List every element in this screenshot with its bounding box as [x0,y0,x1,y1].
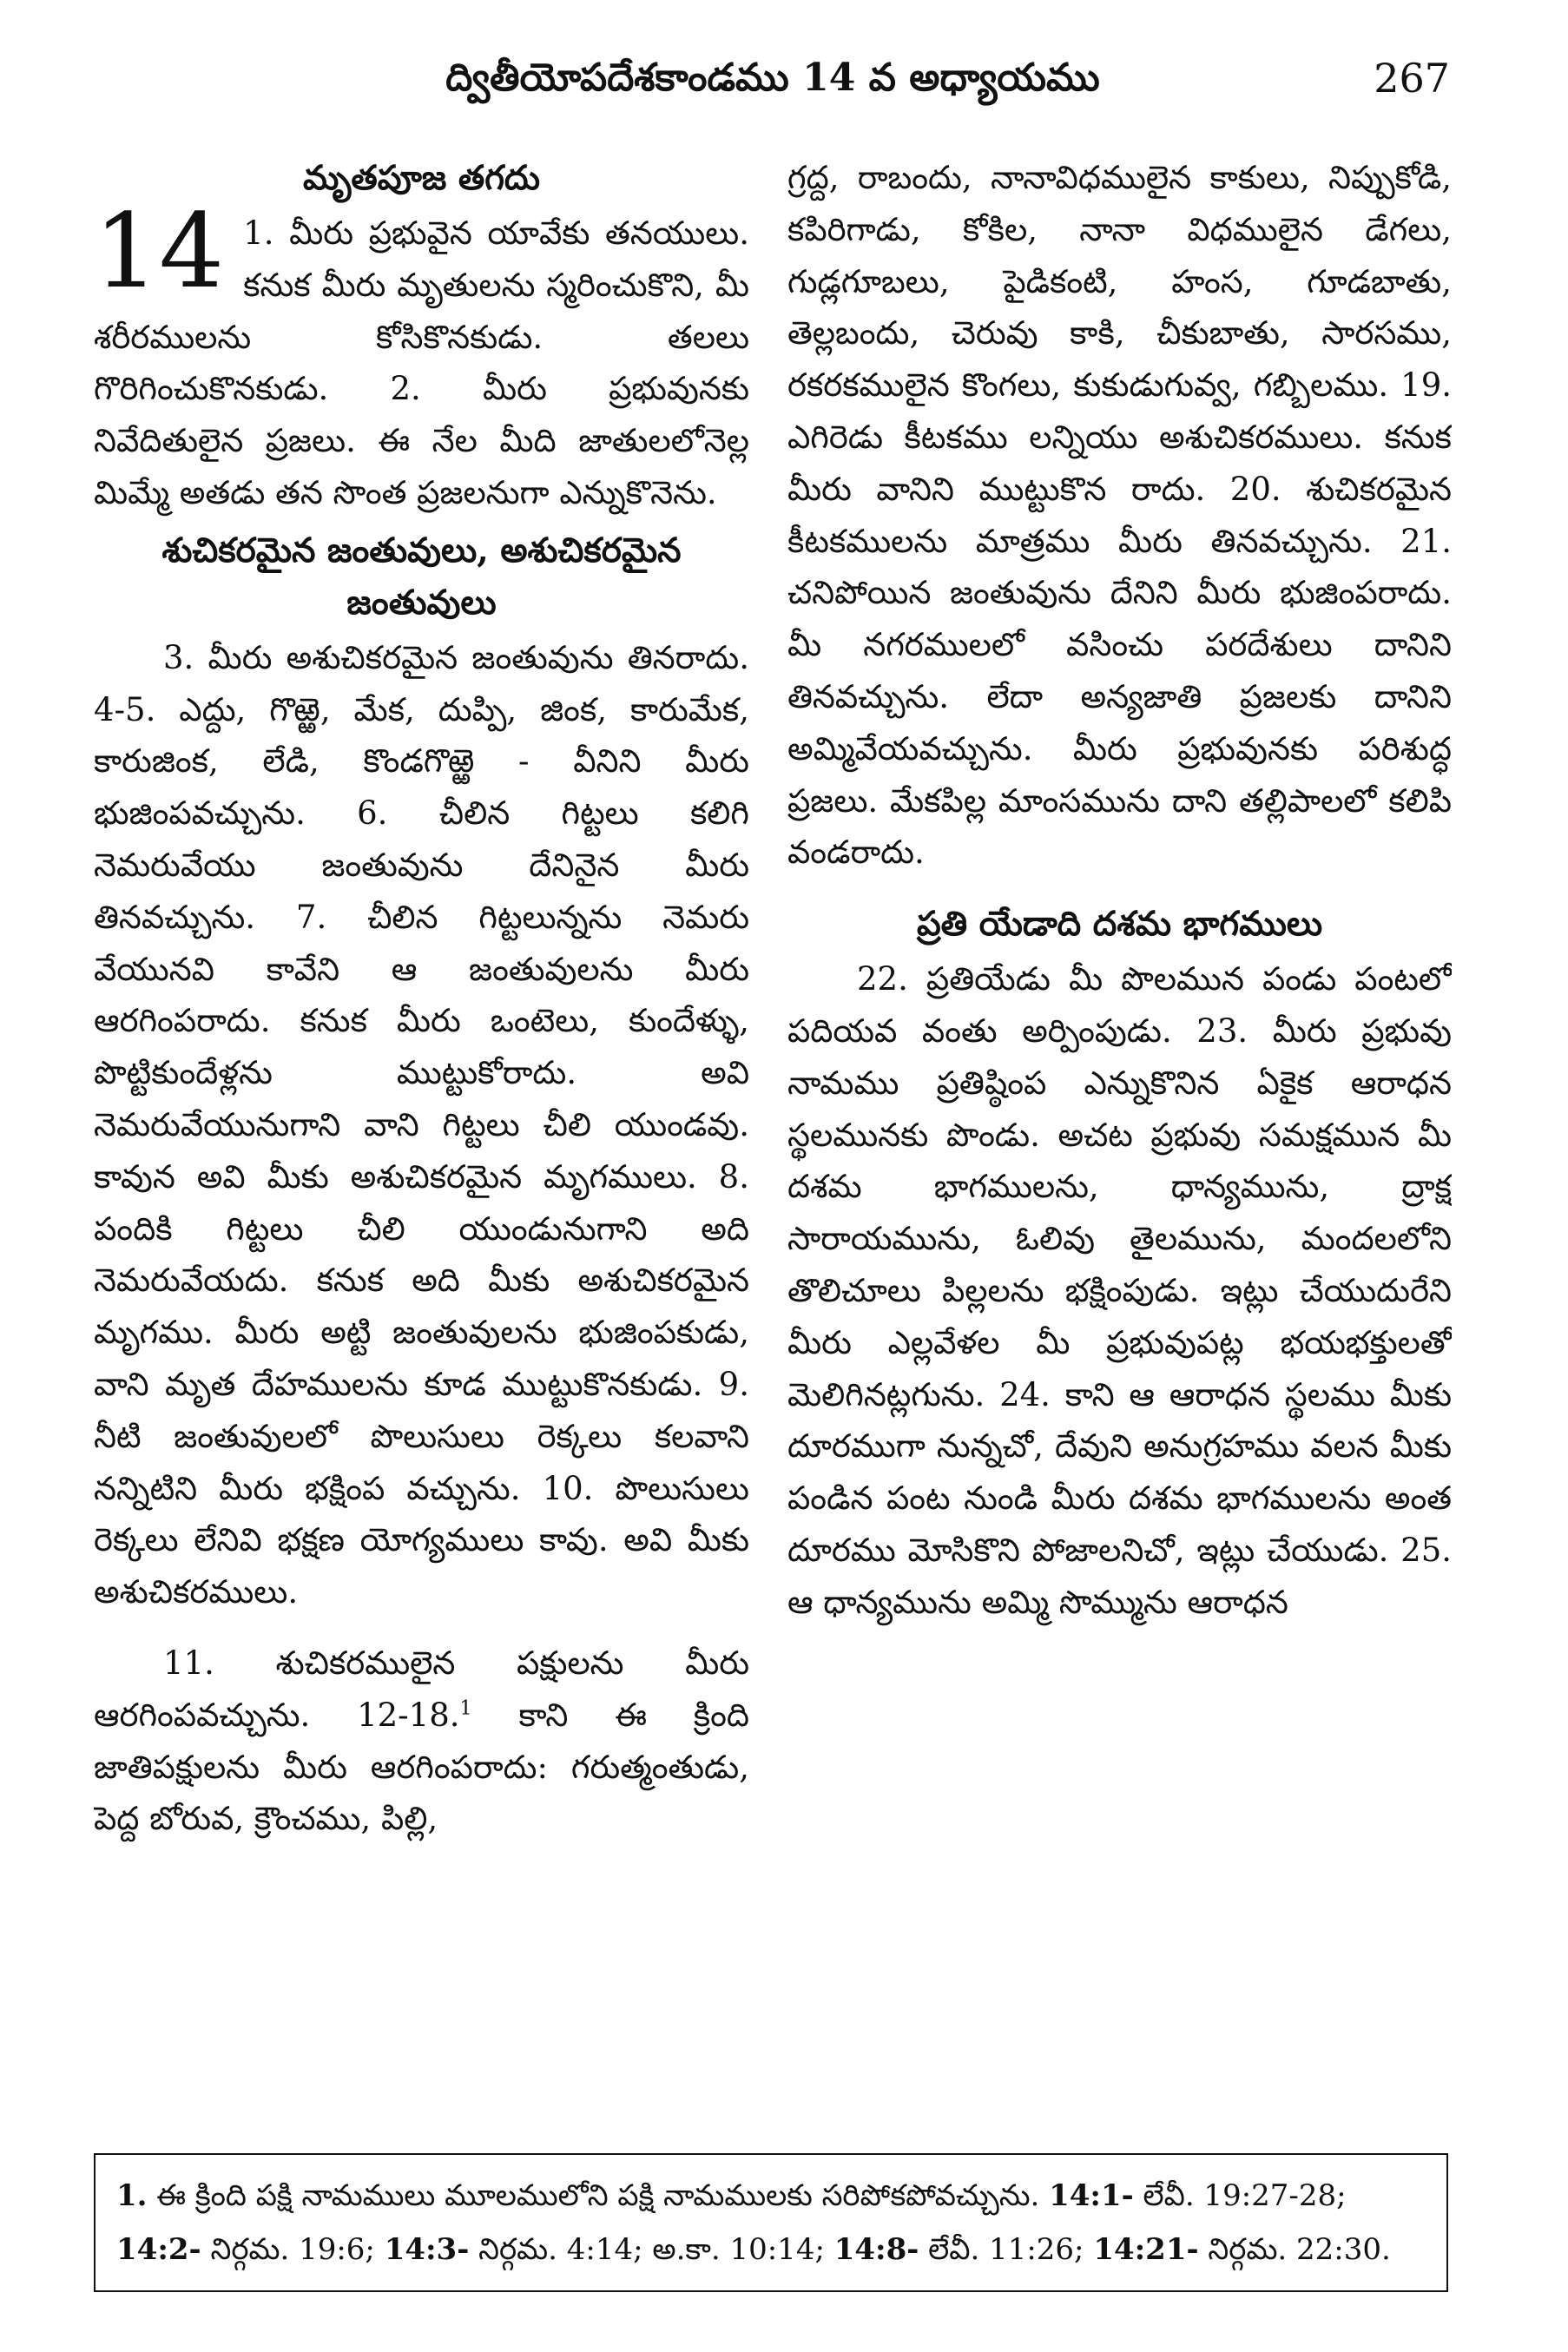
book-chapter-title: ద్వితీయోపదేశకాండము 14 వ అధ్యాయము [445,56,1100,100]
paragraph-verses-1-2 [94,191,749,519]
section-heading-tithes: ప్రతి యేడాది దశమ భాగములు [916,904,1323,945]
left-column [94,152,749,2105]
verses-11-12-text: 11. శుచికరములైన పక్షులను మీరు ఆరగింపవచ్చును. 12-18. [94,1644,749,1734]
cross-ref-label: 14:8- [833,2232,919,2267]
chapter-number: 14 [94,191,225,311]
cross-ref-text: నిర్గమ. 19:6; [201,2232,385,2267]
footnote-box [94,2153,1448,2292]
cross-ref-label: 14:1- [1049,2178,1134,2213]
paragraph-verses-11-18 [94,1637,749,1845]
section-heading-mourning: మృతపూజ తగదు [303,158,540,198]
page-number: 267 [1374,55,1450,102]
paragraph-verses-18-21: గ్రద్ద, రాబందు, నానావిధములైన కాకులు, నిప్పుకోడి, కపిరిగాడు, కోకిల, నానా విధములైన డేగలు, గుడ్లగూబలు, పైడికంటి, హంస, గూడబాతు, తెల్లబందు, చెరువు కాకి, చీకుబాతు, సారసము, రకరకములైన కొంగలు, కుకుడుగువ్వ, గబ్బిలము. 19. ఎగిరెడు కీటకము లన్నియు అశుచికరములు. కనుక మీరు వానిని ముట్టుకొన రాదు. 20. శుచికరమైన కీటకములను మాత్రము మీరు తినవచ్చును. 21. చనిపోయిన జంతువును దేనిని మీరు భుజింపరాదు. మీ నగరములలో వసించు పరదేశులు దానిని తినవచ్చును. లేదా అన్యజాతి ప్రజలకు దానిని అమ్మివేయవచ్చును. మీరు ప్రభువునకు పరిశుద్ధ ప్రజలు. మేకపిల్ల మాంసమును దాని తల్లిపాలలో కలిపి వండరాదు. [787,159,1452,872]
cross-ref-label: 14:2- [116,2232,201,2267]
verses-1-2-text: 1. మీరు ప్రభువైన యావేకు తనయులు. కనుక మీరు మృతులను స్మరించుకొని, మీ శరీరములను కోసికొనకుడు. తలలు గొరిగించుకొనకుడు. 2. మీరు ప్రభువునకు నివేదితులైన ప్రజలు. ఈ నేల మీది జాతులలోనెల్ల మిమ్మే అతడు తన సొంత ప్రజలనుగా ఎన్నుకొనెను. [94,214,749,511]
cross-ref-label: 14:21- [1093,2232,1199,2267]
paragraph-verses-22-25: 22. ప్రతియేడు మీ పొలమున పండు పంటలో పదియవ వంతు అర్పింపుడు. 23. మీరు ప్రభువు నామము ప్రతిష్ఠింప ఎన్నుకొనిన ఏకైక ఆరాధన స్థలమునకు పొండు. అచట ప్రభువు సమక్షమున మీ దశమ భాగములను, ధాన్యమును, ద్రాక్ష సారాయమును, ఓలివు తైలమును, మందలలోని తొలిచూలు పిల్లలను భక్షింపుడు. ఇట్లు చేయుదురేని మీరు ఎల్లవేళల మీ ప్రభువుపట్ల భయభక్తులతో మెలిగినట్లగును. 24. కాని ఆ ఆరాధన స్థలము మీకు దూరముగా నున్నచో, దేవుని అనుగ్రహము వలన మీకు పండిన పంట నుండి మీరు దశమ భాగములను అంత దూరము మోసికొని పోజాలనిచో, ఇట్లు చేయుడు. 25. ఆ ధాన్యమును అమ్మి సొమ్మును ఆరాధన [787,960,1452,1621]
paragraph-verses-3-10: 3. మీరు అశుచికరమైన జంతువును తినరాదు. 4-5. ఎద్దు, గొఱ్ఱె, మేక, దుప్పి, జింక, కారుమేక, కారుజింక, లేడి, కొండగొఱ్ఱె - వీనిని మీరు భుజింపవచ్చును. 6. చీలిన గిట్టలు కలిగి నెమరువేయు జంతువును దేనినైన మీరు తినవచ్చును. 7. చీలిన గిట్టలున్నను నెమరు వేయునవి కావేని ఆ జంతువులను మీరు ఆరగింపరాదు. కనుక మీరు ఒంటెలు, కుందేళ్ళు, పొట్టికుందేళ్లను ముట్టుకోరాదు. అవి నెమరువేయునుగాని వాని గిట్టలు చీలి యుండవు. కావున అవి మీకు అశుచికరమైన మృగములు. 8. పందికి గిట్టలు చీలి యుండునుగాని అది నెమరువేయదు. కనుక అది మీకు అశుచికరమైన మృగము. మీరు అట్టి జంతువులను భుజింపకుడు, వాని మృత దేహములను కూడ ముట్టుకొనకుడు. 9. నీటి జంతువులలో పొలుసులు రెక్కలు కలవాని నన్నిటిని మీరు భక్షింప వచ్చును. 10. పొలుసులు రెక్కలు లేనివి భక్షణ యోగ్యములు కావు. అవి మీకు అశుచికరములు. [94,638,749,1611]
cross-ref-label: 14:3- [384,2232,470,2267]
footnote-number: 1. [116,2178,148,2213]
footnote-marker[interactable]: 1 [459,1696,472,1720]
cross-ref-text: లేవీ. 11:26; [919,2232,1094,2267]
right-column [787,152,1452,2105]
footnote-text: ఈ క్రింది పక్షి నామములు మూలములోని పక్షి నామములకు సరిపోకపోవచ్చును. [147,2178,1050,2213]
cross-ref-text: నిర్గమ. 22:30. [1198,2232,1391,2267]
section-heading-clean-animals: శుచికరమైన జంతువులు, అశుచికరమైన జంతువులు [161,530,682,623]
cross-ref-text: లేవీ. 19:27-28; [1133,2178,1347,2213]
cross-ref-text: నిర్గమ. 4:14; అ.కా. 10:14; [469,2232,834,2267]
page-header [96,43,1450,113]
verses-12-18-text: కాని ఈ క్రింది జాతిపక్షులను మీరు ఆరగింపరాదు: గరుత్మంతుడు, పెద్ద బోరువ, క్రౌంచము, పిల్లి, [94,1696,749,1838]
